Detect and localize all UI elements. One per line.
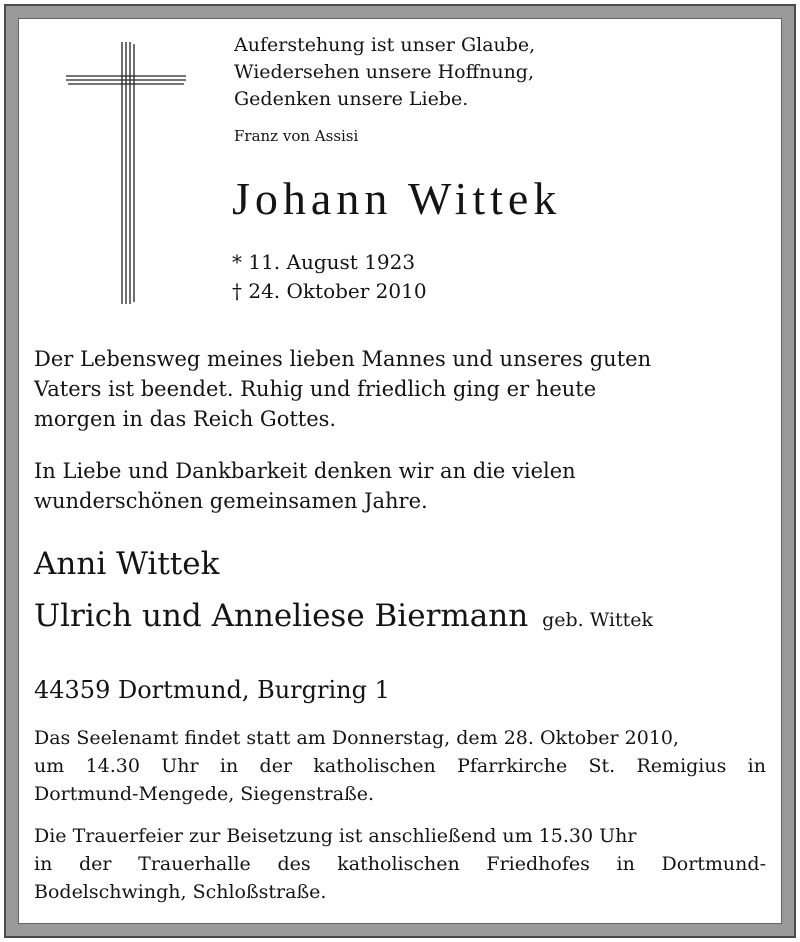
life-dates — [232, 248, 427, 306]
notice-line: in der Trauerhalle des katholischen Friedhofes in Dortmund- — [34, 853, 766, 875]
quote-line: Gedenken unsere Liebe. — [234, 88, 469, 110]
notice-line: um 14.30 Uhr in der katholischen Pfarrkirche St. Remigius in — [34, 755, 766, 777]
message-line: In Liebe und Dankbarkeit denken wir an die vielen — [34, 459, 576, 483]
quote-line: Wiedersehen unsere Hoffnung, — [234, 61, 535, 83]
cross-icon — [66, 42, 186, 304]
message-line: Vaters ist beendet. Ruhig und friedlich ging er heute — [34, 377, 597, 401]
message-paragraph-1 — [34, 344, 651, 434]
quote-author: Franz von Assisi — [234, 127, 359, 145]
death-date: † 24. Oktober 2010 — [232, 279, 427, 303]
funeral-notice — [34, 822, 766, 906]
family-member-2-note: geb. Wittek — [542, 609, 654, 631]
notice-line: Dortmund-Mengede, Siegenstraße. — [34, 783, 375, 805]
notice-line: Das Seelenamt findet statt am Donnerstag, dem 28. Oktober 2010, — [34, 727, 680, 749]
message-line: morgen in das Reich Gottes. — [34, 407, 337, 431]
family-member-1: Anni Wittek — [34, 546, 220, 582]
notice-line: Die Trauerfeier zur Beisetzung ist anschließend um 15.30 Uhr — [34, 825, 637, 847]
quote — [234, 32, 535, 113]
notice-line: Bodelschwingh, Schloßstraße. — [34, 881, 327, 903]
message-line: wunderschönen gemeinsamen Jahre. — [34, 489, 428, 513]
deceased-name: Johann Wittek — [232, 173, 562, 224]
message-paragraph-2 — [34, 456, 576, 516]
address: 44359 Dortmund, Burgring 1 — [34, 676, 390, 704]
requiem-notice — [34, 724, 766, 808]
quote-line: Auferstehung ist unser Glaube, — [234, 34, 536, 56]
birth-date: * 11. August 1923 — [232, 250, 416, 274]
family-member-2 — [34, 598, 653, 634]
message-line: Der Lebensweg meines lieben Mannes und unseres guten — [34, 347, 652, 371]
family-member-2-name: Ulrich und Anneliese Biermann — [34, 598, 529, 634]
